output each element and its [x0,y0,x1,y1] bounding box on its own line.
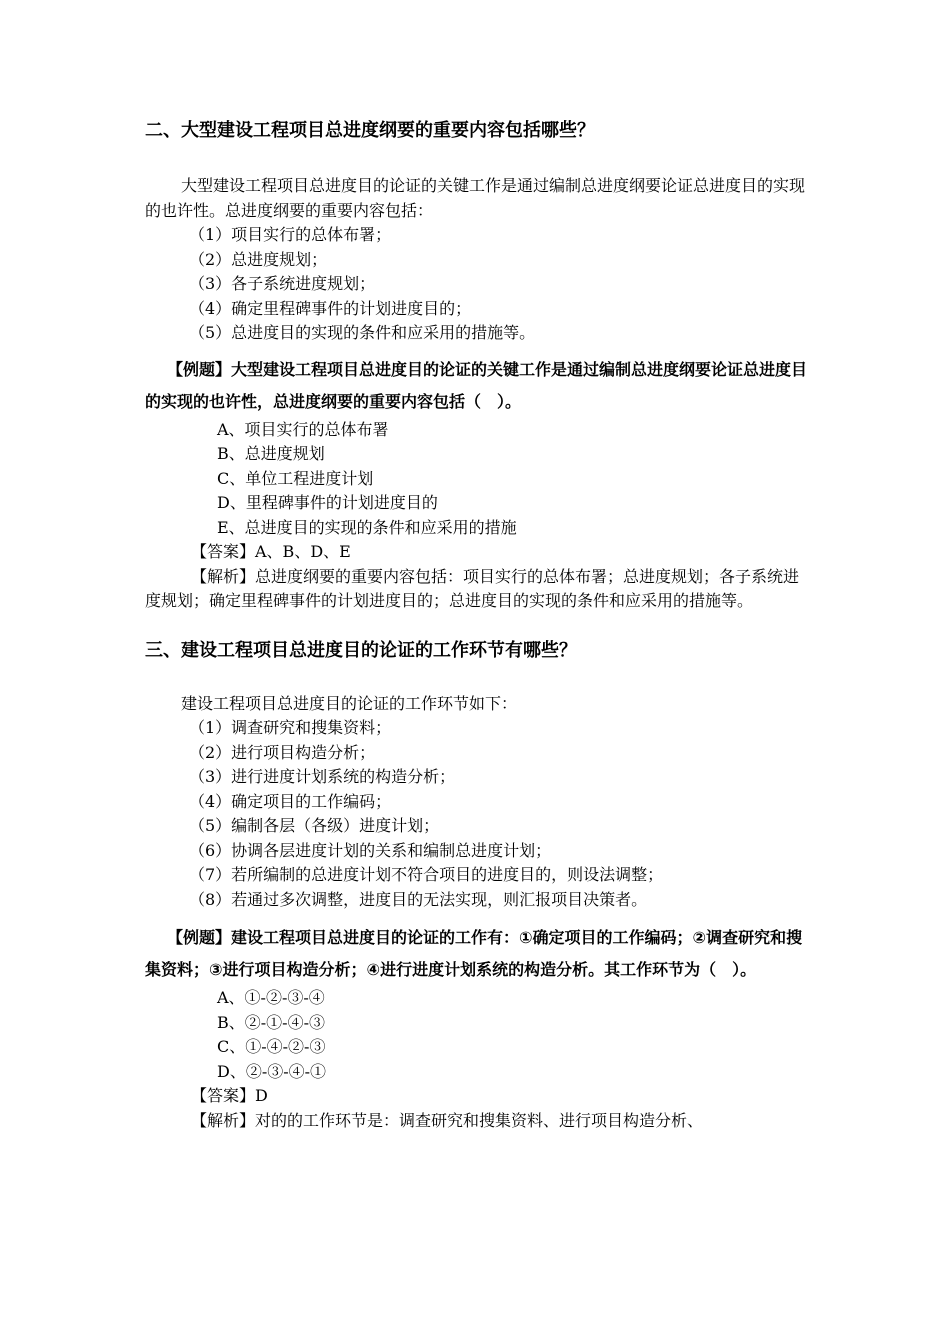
list-item: （3）进行进度计划系统的构造分析； [189,767,456,786]
list-item: （1）项目实行的总体布署； [189,225,392,244]
list-item: （4）确定项目的工作编码； [189,791,392,811]
list-item: （4）确定里程碑事件的计划进度目的； [189,298,472,318]
section-3-heading: 三、建设工程项目总进度目的论证的工作环节有哪些？ [145,639,577,661]
option-item: B、②-①-④-③ [217,1012,325,1032]
list-item: （6）协调各层进度计划的关系和编制总进度计划； [189,840,552,860]
option-item: B、总进度规划 [217,444,325,463]
section-2-heading: 二、大型建设工程项目总进度纲要的重要内容包括哪些？ [145,120,595,141]
option-item: A、①-②-③-④ [217,988,325,1007]
option-item: A、项目实行的总体布署 [217,419,389,439]
list-item: （3）各子系统进度规划； [189,274,376,293]
section-3-intro: 建设工程项目总进度目的论证的工作环节如下： [181,693,518,713]
explanation-text: 【解析】对的的工作环节是：调查研究和搜集资料、进行项目构造分析、 [191,1110,704,1130]
example-question: 【例题】大型建设工程项目总进度目的论证的关键工作是通过编制总进度纲要论证总进度目的实现的也许性，总进度纲要的重要内容包括（ ）。 [145,359,808,411]
option-item: D、里程碑事件的计划进度目的 [217,493,438,512]
answer-text: 【答案】A、B、D、E [191,542,351,561]
example-question: 【例题】建设工程项目总进度目的论证的工作有：①确定项目的工作编码；②调查研究和搜集资料；③进行项目构造分析；④进行进度计划系统的构造分析。其工作环节为（ ）。 [145,928,803,979]
list-item: （8）若通过多次调整，进度目的无法实现，则汇报项目决策者。 [189,889,648,909]
list-item: （5）编制各层（各级）进度计划； [189,816,440,835]
option-item: C、单位工程进度计划 [217,468,374,488]
section-2-intro: 大型建设工程项目总进度目的论证的关键工作是通过编制总进度纲要论证总进度目的实现的也许性。总进度纲要的重要内容包括： [145,176,806,220]
option-item: C、①-④-②-③ [217,1037,326,1056]
list-item: （7）若所编制的总进度计划不符合项目的进度目的，则设法调整； [189,865,664,884]
list-item: （2）进行项目构造分析； [189,742,376,762]
list-item: （2）总进度规划； [189,249,328,269]
list-item: （5）总进度目的实现的条件和应采用的措施等。 [189,323,536,342]
option-item: E、总进度目的实现的条件和应采用的措施 [217,517,517,537]
list-item: （1）调查研究和搜集资料； [189,718,392,737]
document-body [145,118,810,1133]
answer-text: 【答案】D [191,1086,268,1105]
explanation-text: 【解析】总进度纲要的重要内容包括：项目实行的总体布署；总进度规划；各子系统进度规划；确定里程碑事件的计划进度目的；总进度目的实现的条件和应采用的措施等。 [145,566,800,610]
option-item: D、②-③-④-① [217,1061,327,1081]
